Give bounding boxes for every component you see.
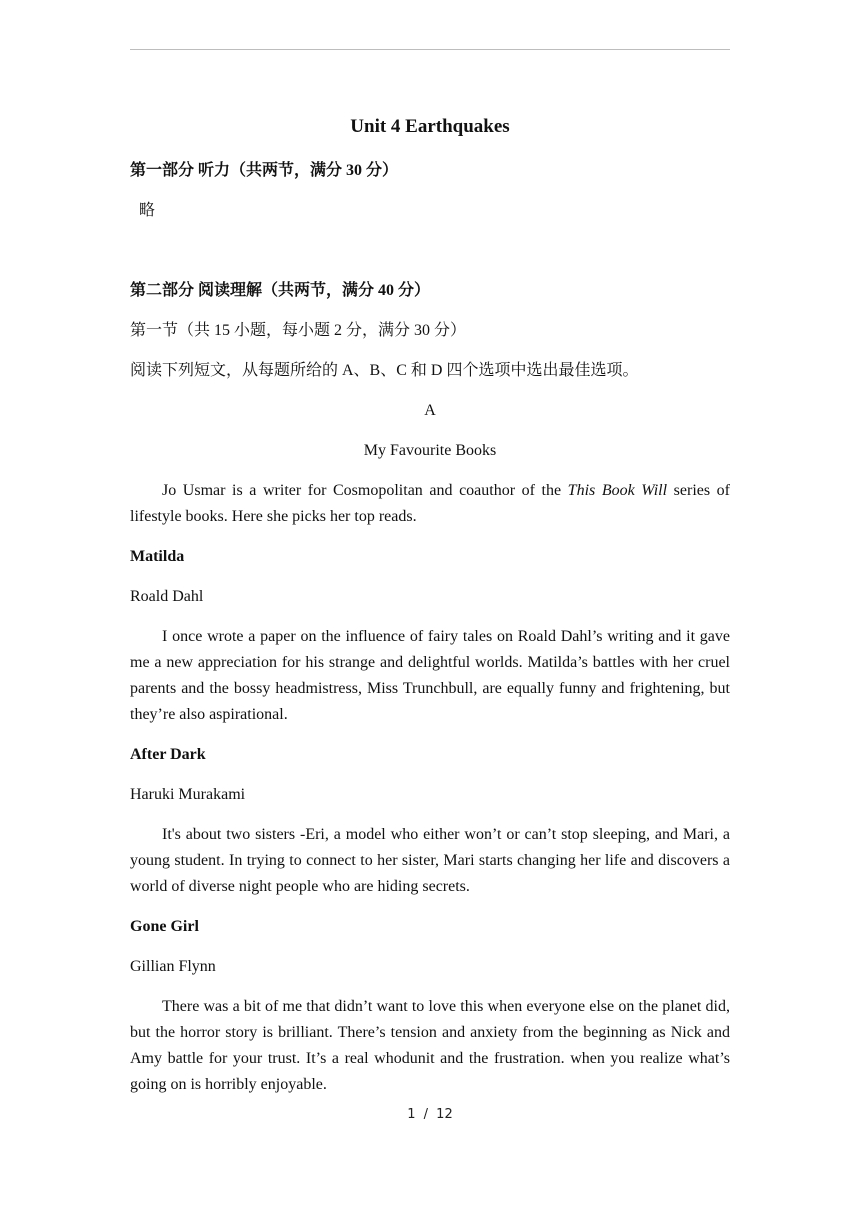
page-number: 1 / 12 [407,1107,453,1122]
book-author: Roald Dahl [130,588,204,605]
book-review: It's about two sisters -Eri, a model who either won’t or can’t stop sleeping, and Mari, a young student. In trying to connect to her sister, Mari starts changing her life and discovers a world of diverse night people who are hiding secrets. [130,826,730,895]
passage-intro [130,478,730,530]
passage-letter: A [424,402,436,419]
book-author: Gillian Flynn [130,958,216,975]
book-review: I once wrote a paper on the influence of fairy tales on Roald Dahl’s writing and it gave me a new appreciation for his strange and delightful worlds. Matilda’s battles with her cruel parents and the bossy headmistress, Miss Trunchbull, are equally funny and frightening, but they’re also aspirational. [130,628,730,723]
book-title: Matilda [130,548,185,565]
document-page [130,112,730,1098]
intro-text-before: Jo Usmar is a writer for Cosmopolitan and coauthor of the [162,482,568,499]
book-title: Gone Girl [130,918,199,935]
intro-text-after: series of lifestyle books. Here she picks her top reads. [130,482,731,525]
part2-heading: 第二部分 阅读理解（共两节，满分 40 分） [130,282,431,299]
book-review: There was a bit of me that didn’t want to love this when everyone else on the planet did, but the horror story is brilliant. There’s tension and anxiety from the beginning as Nick and Amy battle for your trust. It’s a real whodunit and the frustration. when you realize what’s going on is horribly enjoyable. [130,998,730,1093]
book-title: After Dark [130,746,206,763]
passage-title: My Favourite Books [363,442,497,459]
book-author: Haruki Murakami [130,786,246,803]
part2-instruction: 阅读下列短文，从每题所给的 A、B、C 和 D 四个选项中选出最佳选项。 [130,362,639,379]
part2-section1: 第一节（共 15 小题，每小题 2 分，满分 30 分） [130,322,467,339]
document-title: Unit 4 Earthquakes [350,116,510,137]
header-rule [130,49,730,50]
intro-series-title: This Book Will [567,482,668,499]
part1-note: 略 [139,202,156,219]
part1-heading: 第一部分 听力（共两节，满分 30 分） [130,162,399,179]
spacer [130,238,730,278]
